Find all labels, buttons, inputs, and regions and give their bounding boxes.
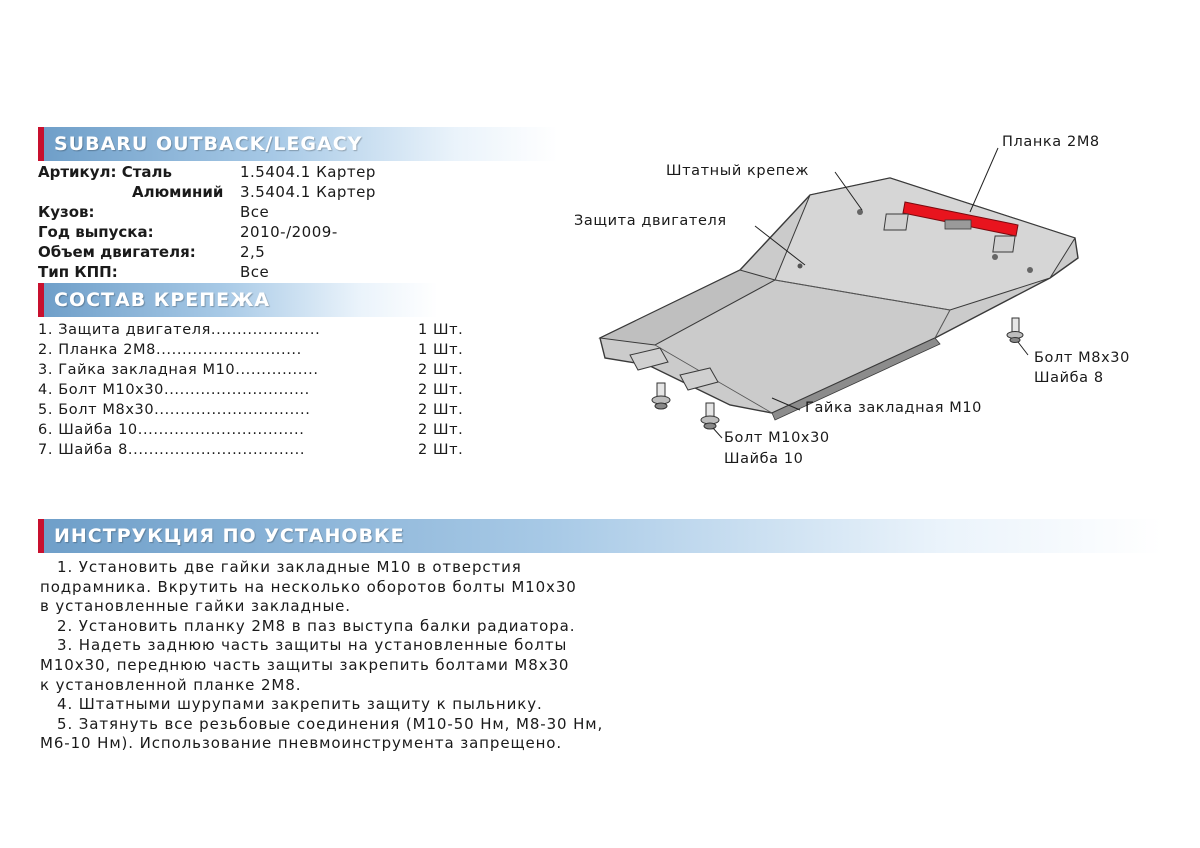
part-qty: 2 Шт.: [418, 362, 464, 378]
bolt-m10-right: [701, 403, 719, 429]
part-name: 3. Гайка закладная М10................: [38, 362, 319, 378]
part-name: 1. Защита двигателя.....................: [38, 322, 321, 338]
bolt-m8: [1007, 318, 1023, 343]
part-qty: 2 Шт.: [418, 402, 464, 418]
header-banner: [38, 127, 558, 161]
list-item: [38, 440, 478, 460]
callout-washer-8: Шайба 8: [1034, 370, 1104, 386]
page-title: SUBARU OUTBACK/LEGACY: [54, 133, 363, 155]
guard-illustration: [560, 130, 1200, 480]
spec-label: Тип КПП:: [38, 263, 118, 281]
instruction-line: 4. Штатными шурупами закрепить защиту к пыльнику.: [40, 695, 543, 714]
part-name: 7. Шайба 8..................................: [38, 442, 306, 458]
leader-line: [1018, 342, 1028, 355]
instruction-line: М6-10 Нм). Использование пневмоинструмента запрещено.: [40, 734, 563, 753]
spec-row-article-steel: [38, 162, 458, 182]
part-qty: 2 Шт.: [418, 382, 464, 398]
callout-nut-m10: Гайка закладная М10: [805, 400, 982, 416]
spec-row-engine: [38, 242, 458, 262]
spec-value: 1.5404.1 Картер: [240, 163, 376, 181]
spec-value: Все: [240, 203, 270, 221]
spec-row-body: [38, 202, 458, 222]
spec-value: 3.5404.1 Картер: [240, 183, 376, 201]
instruction-line: 3. Надеть заднюю часть защиты на установленные болты: [40, 636, 568, 655]
instruction-line: 1. Установить две гайки закладные М10 в отверстия: [40, 558, 522, 576]
part-qty: 1 Шт.: [418, 342, 464, 358]
spec-label: Кузов:: [38, 203, 95, 221]
parts-list: [38, 320, 478, 460]
plate-tab: [993, 236, 1015, 252]
instruction-line: 2. Установить планку 2М8 в паз выступа балки радиатора.: [40, 616, 576, 635]
spec-row-year: [38, 222, 458, 242]
mount-hole: [992, 254, 998, 260]
guard-drawing: [560, 130, 1200, 480]
part-qty: 1 Шт.: [418, 322, 464, 338]
callout-standard-fastener: Штатный крепеж: [666, 163, 809, 179]
spec-label: Год выпуска:: [38, 223, 154, 241]
part-name: 4. Болт М10х30............................: [38, 382, 310, 398]
spec-row-article-aluminium: [38, 182, 458, 202]
instructions-banner: [38, 519, 1163, 553]
instruction-line: в установленные гайки закладные.: [40, 597, 351, 616]
spec-label: Артикул: Сталь: [38, 163, 173, 181]
parts-banner: [38, 283, 438, 317]
spec-value: Все: [240, 263, 270, 281]
instructions-text: [40, 558, 760, 754]
list-item: [38, 420, 478, 440]
instruction-line: к установленной планке 2М8.: [40, 675, 302, 694]
spec-label: Объем двигателя:: [38, 243, 196, 261]
leader-line: [713, 428, 722, 438]
callout-engine-guard: Защита двигателя: [574, 213, 727, 229]
part-name: 5. Болт М8х30..............................: [38, 402, 311, 418]
callout-bolt-m8: Болт М8х30: [1034, 350, 1130, 366]
spec-label: Алюминий: [132, 183, 224, 201]
list-item: [38, 360, 478, 380]
part-qty: 2 Шт.: [418, 442, 464, 458]
bolt-m10-left: [652, 383, 670, 409]
list-item: [38, 380, 478, 400]
spec-row-gearbox: [38, 262, 458, 282]
instructions-title: ИНСТРУКЦИЯ ПО УСТАНОВКЕ: [54, 525, 405, 547]
list-item: [38, 340, 478, 360]
mount-hole: [1027, 267, 1033, 273]
part-qty: 2 Шт.: [418, 422, 464, 438]
list-item: [38, 320, 478, 340]
part-name: 2. Планка 2М8............................: [38, 342, 302, 358]
instruction-line: подрамника. Вкрутить на несколько оборотов болты М10х30: [40, 577, 577, 596]
spec-table: [38, 162, 458, 282]
guard-slot: [945, 220, 971, 229]
callout-bolt-m10: Болт М10х30: [724, 430, 830, 446]
leader-line: [970, 148, 998, 212]
parts-section-title: СОСТАВ КРЕПЕЖА: [54, 289, 271, 311]
plate-tab: [884, 214, 908, 230]
callout-washer-10: Шайба 10: [724, 451, 804, 467]
spec-value: 2,5: [240, 243, 266, 261]
list-item: [38, 400, 478, 420]
instruction-line: 5. Затянуть все резьбовые соединения (М10-50 Нм, М8-30 Нм,: [40, 714, 604, 733]
part-name: 6. Шайба 10................................: [38, 422, 305, 438]
mount-hole: [798, 264, 803, 269]
spec-value: 2010-/2009-: [240, 223, 338, 241]
instruction-line: М10х30, переднюю часть защиты закрепить болтами М8х30: [40, 655, 570, 674]
callout-plate-2m8: Планка 2М8: [1002, 134, 1100, 150]
